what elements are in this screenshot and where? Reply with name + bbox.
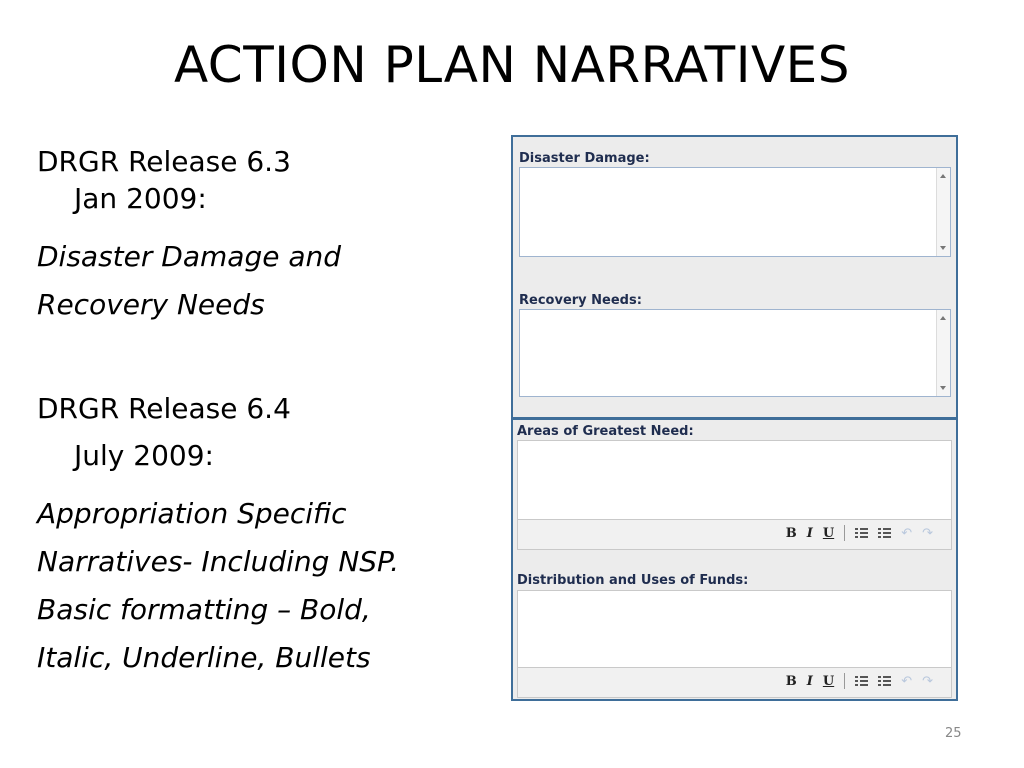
bold-icon[interactable]: B <box>785 673 797 689</box>
release-6-4-desc-line4: Italic, Underline, Bullets <box>37 641 371 674</box>
scroll-up-icon[interactable] <box>940 174 946 178</box>
undo-icon[interactable]: ↶ <box>901 673 913 689</box>
disaster-damage-scrollbar[interactable] <box>936 168 950 256</box>
redo-icon[interactable]: ↷ <box>922 673 933 689</box>
release-6-4-desc-line2: Narratives- Including NSP. <box>37 545 399 578</box>
scroll-down-icon[interactable] <box>940 386 946 390</box>
release-6-3-desc-line2: Recovery Needs <box>37 288 265 321</box>
scroll-up-icon[interactable] <box>940 316 946 320</box>
areas-of-greatest-need-editor[interactable] <box>517 440 952 520</box>
numbered-list-icon[interactable] <box>878 675 891 687</box>
underline-icon[interactable]: U <box>822 673 835 689</box>
editor-toolbar-1 <box>517 520 952 550</box>
bullet-list-icon[interactable] <box>855 527 868 539</box>
release-6-4-title: DRGR Release 6.4 <box>37 392 291 425</box>
release-6-4-desc-line3: Basic formatting – Bold, <box>37 593 371 626</box>
page-number: 25 <box>945 726 962 741</box>
italic-icon[interactable]: I <box>806 525 813 541</box>
recovery-needs-scrollbar[interactable] <box>936 310 950 396</box>
distribution-uses-of-funds-label: Distribution and Uses of Funds: <box>517 573 749 588</box>
release-6-4-desc-line1: Appropriation Specific <box>37 497 347 530</box>
bold-icon[interactable]: B <box>785 525 797 541</box>
underline-icon[interactable]: U <box>822 525 835 541</box>
left-text-block <box>37 138 487 682</box>
bullet-list-icon[interactable] <box>855 675 868 687</box>
scroll-down-icon[interactable] <box>940 246 946 250</box>
italic-icon[interactable]: I <box>806 673 813 689</box>
areas-of-greatest-need-label: Areas of Greatest Need: <box>517 424 694 439</box>
toolbar-divider <box>844 673 845 689</box>
toolbar-divider <box>844 525 845 541</box>
narrative-form-6-4 <box>511 418 958 701</box>
disaster-damage-label: Disaster Damage: <box>519 151 650 166</box>
release-6-3-desc-line1: Disaster Damage and <box>37 240 342 273</box>
narrative-form-6-3 <box>511 135 958 419</box>
recovery-needs-label: Recovery Needs: <box>519 293 642 308</box>
slide-title: ACTION PLAN NARRATIVES <box>173 36 851 94</box>
redo-icon[interactable]: ↷ <box>922 525 933 541</box>
numbered-list-icon[interactable] <box>878 527 891 539</box>
disaster-damage-textarea[interactable] <box>519 167 951 257</box>
recovery-needs-textarea[interactable] <box>519 309 951 397</box>
undo-icon[interactable]: ↶ <box>901 525 913 541</box>
editor-toolbar-2 <box>517 668 952 698</box>
distribution-uses-of-funds-editor[interactable] <box>517 590 952 668</box>
release-6-3-date: Jan 2009: <box>74 182 207 215</box>
release-6-3-title: DRGR Release 6.3 <box>37 145 291 178</box>
release-6-4-date: July 2009: <box>74 439 214 472</box>
